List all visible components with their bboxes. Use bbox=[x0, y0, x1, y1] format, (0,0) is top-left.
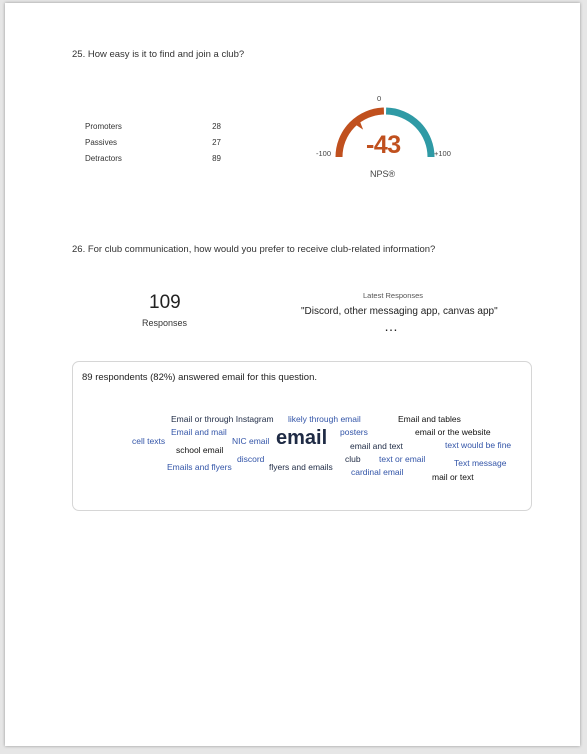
report-page bbox=[5, 3, 580, 746]
word-cloud-term[interactable]: email or the website bbox=[415, 427, 491, 437]
response-count-label: Responses bbox=[142, 318, 188, 328]
word-cloud-term[interactable]: NIC email bbox=[232, 436, 270, 446]
latest-response-text: "Discord, other messaging app, canvas app" bbox=[301, 306, 498, 317]
latest-responses-title: Latest Responses bbox=[363, 291, 424, 300]
question-title: 26. For club communication, how would you prefer to receive club-related information? bbox=[72, 244, 436, 255]
word-cloud-term-top[interactable]: email bbox=[276, 427, 328, 449]
word-cloud-term[interactable]: text or email bbox=[379, 454, 426, 464]
word-cloud-term[interactable]: discord bbox=[237, 454, 265, 464]
card-heading: 89 respondents (82%) answered email for this question. bbox=[82, 372, 317, 383]
word-cloud-term[interactable]: posters bbox=[340, 427, 368, 437]
word-cloud-term[interactable]: flyers and emails bbox=[269, 462, 333, 472]
nps-label: NPS® bbox=[370, 169, 396, 179]
word-cloud-term[interactable]: Email or through Instagram bbox=[171, 414, 274, 424]
more-responses-button[interactable]: … bbox=[384, 318, 399, 334]
word-cloud-card bbox=[72, 361, 532, 511]
stat-label-promoters: Promoters bbox=[85, 122, 122, 131]
word-cloud-term[interactable]: club bbox=[345, 454, 361, 464]
word-cloud-term[interactable]: cell texts bbox=[132, 436, 166, 446]
gauge-max-label: +100 bbox=[434, 149, 451, 158]
word-cloud-term[interactable]: email and text bbox=[350, 441, 403, 451]
word-cloud-term[interactable]: Email and mail bbox=[171, 427, 227, 437]
gauge-min-label: -100 bbox=[316, 149, 332, 158]
word-cloud-term[interactable]: likely through email bbox=[288, 414, 361, 424]
stat-label-passives: Passives bbox=[85, 138, 118, 147]
gauge-zero-label: 0 bbox=[377, 94, 382, 103]
word-cloud-term[interactable]: text would be fine bbox=[445, 440, 512, 450]
word-cloud-term[interactable]: mail or text bbox=[432, 472, 474, 482]
response-count: 109 bbox=[149, 292, 181, 313]
nps-score: -43 bbox=[366, 131, 401, 159]
word-cloud-term[interactable]: Text message bbox=[454, 458, 507, 468]
question-title: 25. How easy is it to find and join a club? bbox=[72, 49, 245, 60]
stat-label-detractors: Detractors bbox=[85, 154, 122, 163]
word-cloud-term[interactable]: Emails and flyers bbox=[167, 462, 232, 472]
stat-value-promoters: 28 bbox=[212, 122, 221, 131]
word-cloud-term[interactable]: cardinal email bbox=[351, 467, 404, 477]
stat-value-detractors: 89 bbox=[212, 154, 221, 163]
word-cloud-term[interactable]: Email and tables bbox=[398, 414, 461, 424]
stat-value-passives: 27 bbox=[212, 138, 221, 147]
word-cloud-term[interactable]: school email bbox=[176, 445, 224, 455]
